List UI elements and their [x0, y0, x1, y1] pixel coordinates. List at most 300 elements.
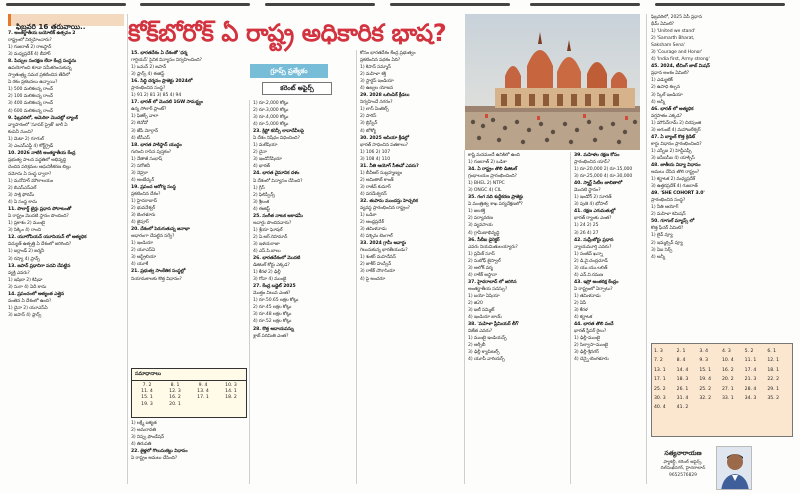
column-line: 40. స్మార్ట్ సిటీల జాబితాలో [574, 181, 623, 187]
column-line: 3) అగుంబే 4) మహాబలేశ్వర్ [651, 127, 701, 133]
column-line: 2) సుబోధ్ జైస్వాల్ [468, 258, 501, 264]
column-line: ఏ రాష్ట్రం అమలు చేసింది? [131, 456, 178, 462]
answer-cell [699, 403, 722, 412]
column-line: చెందిన పరిశ్రమల ఆధునికీకరణ బిల్లు [8, 164, 71, 170]
column-line: 3) ఫ్రాన్స్ 4) ఈజిప్ట్ [131, 72, 165, 78]
answer-cell [745, 403, 768, 412]
answer-cell: 1. 3 [654, 349, 663, 354]
column-line: 1) గుజరాత్ 2) రాజస్థాన్ [8, 45, 52, 51]
column-line: 2) ఏ.ఆర్.రెహమాన్ [253, 234, 288, 240]
answer-cell: 3. 4 [699, 349, 709, 354]
column-line: ఏ మంత్రిత్వ శాఖ పర్యవేక్షణలో? [468, 202, 523, 208]
column-line: 3) సుగా 4) ఏదీ కాదు [8, 284, 47, 290]
column-divider [127, 14, 128, 484]
column-line: 1) గుజరాత్ 2) ఒడిశా [468, 160, 507, 166]
column-line: 4) అన్నీ [651, 254, 666, 260]
column-3 [253, 100, 353, 488]
column-line: 3) ఇళయరాజా [253, 241, 280, 247]
column-line: 50. గూగుల్ మ్యాప్స్ లో [651, 219, 695, 225]
column-line: 4) చెన్నై-బెంగళూరు [574, 357, 609, 363]
column-divider [356, 50, 357, 484]
column-line: 3) ఆస్ట్రేలియా [131, 255, 156, 261]
answer-cell: 16. 2 [721, 367, 734, 373]
column-line: ఏ దేశంలో విన్యాసం చేసింది? [253, 178, 303, 184]
column-line: 2) ఆంధ్రప్రదేశ్ [360, 220, 384, 226]
answer-cell: 7. 2 [654, 358, 663, 364]
column-line: 3) అలోక్ వర్మ [468, 265, 493, 271]
column-line: 45. 2024, టీచింగ్ జాబ్ మిషన్ [651, 64, 710, 70]
column-line: 4) గ్రామీణాభివృద్ధి [468, 230, 500, 236]
column-line: ఏ రాష్ట్రం మొదటి స్థానం పొందింది? [8, 214, 69, 220]
column-line: 3) కేరళ [574, 308, 588, 314]
column-line: 1) మలేషియా [253, 143, 278, 149]
column-line: 3) ఢిల్లీ క్యాపిటల్స్ [468, 350, 500, 356]
column-line: 22. జైళ్లలో గొలుసుకట్టు విధానం [131, 449, 188, 455]
column-line: 3) ఐటీ సమ్మిట్ [468, 308, 495, 314]
column-line: భారత్ సాధించిన పతకాలు? [360, 142, 408, 148]
column-line: 48. జాతీయ విద్యా విధానం [651, 162, 701, 168]
column-line: 18. భారత పాకిస్థాన్ యుద్ధం [131, 142, 182, 148]
column-line: 4) ఎన్.వి.రమణ [574, 272, 604, 278]
column-line: ప్రారంభించిన యాప్? [574, 160, 610, 166]
answer-cell: 9. 3 [699, 358, 709, 364]
column-line: కోసం భారతదేశం కేంద్ర ప్రభుత్వం [360, 51, 416, 56]
column-line: 20. దేశంలో పెరుగుతున్న జనాభా [131, 227, 190, 233]
column-line: 4) ఏ సంస్థ కాదు [8, 200, 37, 206]
author-line: దిల్‌సుఖ్‌నగర్, హైదరాబాద్ [660, 466, 706, 472]
column-line: 3) ఇండోనేషియా [253, 157, 282, 163]
answer-cell: 13. 4 [197, 389, 209, 395]
column-line: 2) ఆర్సీబీ [468, 343, 486, 349]
column-line: 3) జేపీ మోర్గాన్ [131, 128, 159, 134]
answer-cell: 33. 1 [721, 396, 734, 402]
page-headline: కోక్‌బోరోక్ ఏ రాష్ట్ర అధికారిక భాష? [128, 19, 447, 47]
answer-cell: 10. 3 [225, 383, 237, 388]
answer-cell: 19. 3 [141, 401, 153, 407]
column-line: కార్డు విధానం ప్రారంభించింది? [651, 141, 702, 147]
column-line: 9. ఫిబ్రవరిలో, అమెరికా మొదట్లో బ్యాంక్ [8, 115, 78, 121]
column-line: 44. భారత తొలి వందే [574, 322, 614, 328]
answer-cell: 14. 1 [225, 389, 237, 395]
column-line: 31. నీతి ఆయోగ్ సీఈవో ఎవరు? [360, 163, 419, 169]
column-line: 1) జలశక్తి [468, 209, 486, 215]
answer-row [654, 375, 790, 384]
column-line: 4) ఎస్.పి.బాలు [253, 248, 281, 254]
column-line: స్వాతంత్ర్య సమర ప్రకటించిన తేదీలో [8, 73, 70, 79]
column-line: 2) రూ.45 లక్షల కోట్లు [253, 305, 292, 311]
answer-cell: 35. 2 [767, 396, 780, 402]
column-line: 3) సాక్షి ఫోరమ్ [8, 193, 35, 199]
column-line: 4) రాకేశ్ ఆస్థానా [468, 272, 497, 278]
column-line: 1) నీతి ఆయోగ్ [651, 205, 679, 211]
answer-cell: 2. 1 [676, 349, 686, 354]
column-line: 12. యూరోపియన్ యూనియన్ లో అత్యధిక [8, 235, 87, 241]
column-line: 3) వ్యవసాయ [468, 223, 493, 229]
column-line: నమోదు ఏ సంస్థ ద్వారా? [8, 171, 52, 177]
column-line: ప్రధాన అంశం ఏమిటి? [651, 71, 689, 77]
column-line: 3) యు.యు.లలిత్ [574, 265, 608, 271]
column-line: 3) తమిళనాడు [360, 227, 387, 233]
column-line: 3) బ్రిస్బేన్ [360, 121, 378, 127]
column-line: 1) బయో ఏషియా [468, 293, 500, 299]
column-line: అమలు చేసిన తొలి రాష్ట్రం? [651, 170, 700, 176]
column-line: 49. 'SHE COHORT 3.0' [651, 191, 705, 197]
date-tag [8, 14, 124, 31]
column-line: విజేత ఎవరు? [468, 329, 493, 335]
column-line: 1) నేతాజీ సుభాష్ [131, 156, 163, 162]
column-line: ఫిబ్రవరిలో, 2025 ఏపీ ప్రధాన [651, 15, 702, 20]
column-line: 4) రూ.52 లక్షల కోట్లు [253, 319, 292, 325]
column-4 [360, 50, 462, 488]
column-line: 4) కర్ణాటక [574, 315, 593, 321]
column-line: ప్రారంభించిన సంస్థ? [131, 86, 166, 92]
column-line: 4) రూ.5,000 కోట్లు [253, 122, 289, 128]
column-divider [646, 14, 647, 484]
column-line: 4) జైపూర్ [131, 220, 149, 226]
column-6 [574, 152, 644, 492]
column-line: 2) యూఎస్ఏ [131, 248, 156, 254]
column-divider [464, 150, 465, 484]
column-line: 4) అంబేద్కర్ [131, 177, 155, 183]
column-line: వంతెన ఏ దేశంలో ఉంది? [8, 298, 52, 304]
author-portrait [717, 447, 752, 490]
answer-cell: 8. 4 [676, 358, 686, 364]
column-line: 4) యూకే [131, 262, 149, 268]
answers-title: సమాధానాలు [132, 369, 246, 381]
column-line: 1) కిసాన్ సమ్మాన్ [360, 65, 391, 71]
top-rule [390, 3, 510, 6]
answer-cell: 15. 1 [141, 395, 153, 401]
top-strip [0, 0, 800, 12]
column-line: 1) 91 2) 81 3) 85 4) 94 [131, 93, 182, 99]
column-line: గార్డియన్' సైనిక విన్యాసం నిర్వహించింది? [131, 58, 202, 64]
answer-cell: 4. 3 [721, 349, 731, 354]
column-line: 1) ప్రవీణ్ సూద్ [468, 251, 495, 257]
column-line: 41. రక్షణ ఎగుమతుల్లో [574, 209, 616, 215]
answer-cell: 25. 2 [699, 386, 712, 392]
column-line: 1) 'United we stand' [651, 29, 696, 35]
column-line: 3) 108 4) 110 [360, 156, 391, 162]
answer-cell: 8. 1 [170, 383, 180, 388]
answer-cell: 20. 2 [721, 377, 734, 383]
column-line: 1) శ్రేయా ఘోషల్ [253, 227, 283, 233]
date-tag-text: ఫిబ్రవరి 16 తరువాయి.. [16, 22, 86, 31]
temple-image [465, 14, 640, 150]
column-line: 3) స్టార్టప్ ఇండియా [360, 79, 394, 85]
column-line: 3) నిప్పు ఫౌండేషన్ [131, 435, 165, 441]
column-line: 19. ప్రపంచ ఆరోగ్య సంస్థ [131, 184, 176, 190]
column-line: 8. పిచ్చుల సంరక్షణ లేదా కేంద్ర సంస్థను [8, 59, 77, 65]
answer-row [654, 385, 790, 394]
column-line: 2) ఉపాధి కల్పన [651, 85, 680, 91]
column-line: ప్రకటించిన పథకం ఏది? [360, 58, 401, 64]
column-line: 3) 400 మలికలన్న రాంచ్ [8, 101, 53, 107]
column-line: రాష్ట్రంలో నిర్వహించారు? [8, 38, 52, 44]
column-5 [468, 152, 568, 492]
column-line: 4) తిరుపతి [131, 442, 152, 448]
answer-cell: 18. 3 [676, 377, 689, 383]
column-line: 46. భారత్ లో అత్యధిక [651, 106, 694, 112]
column-line: 4) యూపీ వారియర్స్ [468, 357, 505, 363]
column-line: Saksham Sena' [651, 43, 685, 49]
column-line: 2) బిఎస్ఎన్ఎల్ [8, 186, 37, 192]
column-line: 3) జపాన్ 4) ఫ్రాన్స్ [8, 312, 42, 318]
answer-cell: 12. 1 [767, 358, 780, 364]
column-line: 3) రూ.48 లక్షల కోట్లు [253, 312, 292, 318]
column-line: 3) సిక్కిం 4) రాంచి [8, 228, 41, 234]
column-7 [651, 14, 793, 339]
column-line: 4) అన్నీ [651, 99, 666, 105]
column-line: 1) ఇండోర్ 2) సూరత్ [574, 195, 612, 201]
top-rule [655, 3, 785, 6]
answer-row [654, 356, 790, 365]
column-line: 15. భారతదేశం ఏ దేశంతో 'ధర్మ [131, 51, 188, 56]
answer-cell: 17. 4 [744, 367, 757, 373]
column-line: 3) శ్రీలంక [253, 199, 270, 205]
answer-cell: 5. 2 [744, 349, 754, 354]
column-line: 7. అంతర్జాతీయ బయోటిక్ ఉత్సవం 2 [8, 31, 76, 36]
column-line: 1) ఇషిబా 2) కిషిడా [8, 277, 43, 283]
temple-photo [465, 14, 640, 150]
answers-table-right [651, 343, 793, 437]
column-line: 1) 24 2) 25 [574, 223, 599, 229]
column-line: 1) ఒమన్ 2) జపాన్ [131, 65, 167, 71]
answer-row [654, 403, 790, 412]
column-line: 42. సుప్రీంకోర్టు ప్రధాన [574, 237, 614, 243]
column-line: 1) శంకర్ మహదేవన్ [360, 255, 396, 261]
column-line: 29. 2028 ఒలింపిక్ క్రీడలు [360, 93, 410, 99]
column-line: 43. ఇస్రో అంతరిక్ష కేంద్రం [574, 279, 619, 285]
answer-cell: 32. 2 [699, 396, 712, 402]
answer-cell: 17. 1 [197, 395, 209, 401]
column-line: 1) BHEL 2) NTPC [468, 181, 505, 187]
column-line: 4) 600 మలికలన్న రాంచ్ [8, 108, 53, 114]
column-line: థీమ్ ఏమిటి? [651, 22, 674, 28]
column-line: 1) రూ.20,000 2) రూ.15,000 [574, 167, 633, 173]
column-line: 2) 100 మలికలన్న రాంచ్ [8, 94, 53, 100]
column-line: 2) సిల్వాసా-ముంబై [574, 343, 609, 349]
column-line: 3) 'Courage and Honor' [651, 50, 703, 56]
column-line: 1) ఎస్బీఐ 2) హెచ్డీఎఫ్సీ [651, 148, 692, 154]
column-line: 1) ఢిల్లీ-ముంబై [574, 336, 601, 342]
column-line: 2) 'Samarth Bharat, [651, 36, 695, 42]
column-line: 3) రష్యా 4) ఫ్రాన్స్ [8, 256, 40, 262]
column-line: 2) ఇమ్మర్సివ్ వ్యూ [651, 240, 683, 246]
column-line: 2) అమరావతి [131, 428, 156, 434]
column-line: 37. హైదరాబాద్ లో జరిగిన [468, 279, 517, 285]
top-rule [6, 3, 126, 6]
column-line: 1) లాస్ ఏంజెల్స్ [360, 107, 389, 113]
author-photo [716, 446, 752, 490]
answer-cell [722, 403, 745, 412]
answer-cell: 41. 2 [676, 405, 689, 411]
column-line: 2) అమితాబ్ కాంత్ [360, 177, 394, 183]
answer-cell: 11. 4 [141, 389, 153, 395]
column-line: 4) టోక్యో [360, 128, 376, 134]
column-line: 1) చైనా 2) యూఎస్ఏ [8, 305, 48, 311]
column-line: వ్యవస్థ ప్రారంభించిన రాష్ట్రం? [360, 206, 410, 212]
column-line: 2) లెనోవో [131, 121, 148, 127]
column-line: 4) టీసీఎస్ [131, 135, 150, 141]
column-line: 1) ఇండియా [131, 241, 153, 247]
column-line: ఉపయోగించి కూడా సమీకరించుకున్న [8, 66, 72, 72]
column-line: 4) 'India first, Army strong' [651, 57, 710, 63]
column-line: 2) పారిస్ [360, 114, 377, 120]
column-line: 1) మౌసిన్‌రామ్ 2) చిరపుంజి [651, 120, 702, 126]
column-line: 3) రూ.25,000 4) రూ.30,000 [574, 174, 633, 180]
answer-cell: 30. 3 [654, 396, 666, 402]
column-line: 4) పశ్చిమ బెంగాల్ [360, 234, 393, 240]
column-line: 13. జపాన్ ప్రధానిగా పదవి చేపట్టిన [8, 263, 71, 269]
column-line: గెలుచుకున్న భారతీయుడు? [360, 248, 408, 254]
column-line: 3) బెంగళూరు [131, 213, 156, 219]
column-line: 1) బీవీఆర్ సుబ్రహ్మణ్యం [360, 170, 402, 176]
answer-row [654, 394, 790, 403]
column-line: 17. భారత్ లో మొదటి 1GW సామర్థ్యం [131, 100, 203, 106]
column-line: 34. ఏ రాష్ట్రం తొలి డిజిటల్ [468, 167, 518, 173]
column-line: 2) చైనా [253, 150, 267, 156]
answer-cell: 10. 4 [721, 358, 734, 364]
column-divider [249, 100, 250, 484]
answer-cell: 28. 4 [744, 386, 757, 392]
column-line: 1) మనోహర్ మౌలాలయం [8, 178, 54, 184]
column-line: 1) లక్ష్మీ ఐక్యత [131, 421, 157, 426]
column-line: ఏ రాష్ట్రంలో ఏర్పాటు? [574, 286, 613, 292]
column-line: ఉన్న సోలార్ ప్లాంట్? [131, 107, 167, 113]
column-line: 21. ప్రభుత్వ సాంకేతిక సంస్థల్లో [131, 269, 186, 275]
answer-cell: 21. 3 [744, 377, 757, 383]
column-line: 28. కొత్త ఆదాయపన్ను [253, 326, 294, 332]
column-line: 2) ఏపీ [574, 300, 587, 306]
column-line: 1) తమిళనాడు [574, 293, 601, 299]
author-details [651, 460, 715, 479]
answers-grid-right [654, 347, 790, 413]
column-line: 1) 500 మలికలన్న రాంచ్ [8, 87, 53, 93]
column-line: 4) పరమేశ్వరన్ [360, 191, 387, 197]
column-line: 2) జాకీర్ హుస్సేన్ [360, 262, 392, 268]
column-line: 2) పర్యావరణ [468, 216, 493, 222]
top-rule [265, 3, 375, 6]
answer-cell: 27. 1 [721, 386, 734, 392]
column-line: 3) స్కిల్ ఇండియా [651, 92, 683, 98]
column-line: 1) హైదరాబాద్ [131, 198, 157, 204]
column-line: 1) ఫిజిక్స్ వాలా [131, 114, 159, 120]
answer-cell: 7. 2 [142, 383, 152, 388]
column-line: 4) ఇండియా జాయ్ [468, 315, 502, 321]
column-line: 3) ONGC 4) CIL [468, 188, 502, 194]
column-line: 2) రూ.3,000 కోట్లు [253, 108, 289, 114]
column-line: 11. పొలార్డ్ టైర్లు ప్రధాన పోరాటంతో [8, 207, 72, 213]
column-line: కొత్త ఫీచర్ ఏమిటి? [651, 226, 684, 232]
column-line: కంపెనీ నుంచి? [8, 129, 34, 135]
column-line: 2) భువనేశ్వర్ [131, 206, 156, 212]
section-badge: గ్రూప్స్ ప్రత్యేకం [250, 64, 328, 78]
column-line: 33. 2024 గ్రామీ అవార్డు [360, 241, 406, 247]
column-line: 3) ఉత్తరప్రదేశ్ 4) గుజరాత్ [651, 184, 698, 190]
column-line: 36. సీబీఐ డైరెక్టర్ [468, 237, 500, 243]
column-line: విద్యుత్ ఉత్పత్తి ఏ దేశంలో జరిగింది? [8, 242, 72, 248]
answer-cell: 26. 1 [676, 386, 689, 392]
column-line: అంతర్జాతీయ సదస్సు? [468, 286, 508, 292]
column-line: 24. భారత వైమానిక దళం [253, 171, 300, 177]
answer-cell: 12. 3 [169, 389, 181, 395]
column-line: 2) డి.వై.చంద్రచూడ్ [574, 258, 608, 264]
top-rule [140, 3, 250, 6]
answer-cell: 16. 2 [169, 395, 181, 401]
column-line: 3) నెహ్రూ [131, 170, 148, 176]
column-line: శ్లాబ్ పరిమితి ఎంత? [253, 333, 289, 339]
column-line: 2) సరోజినీ [131, 163, 150, 169]
column-line: ఏ రకం ప్రకటనలు ఉన్నాయి? [8, 80, 58, 86]
column-line: 1) ముంబై ఇండియన్స్ [468, 336, 507, 342]
column-line: 16. సిద్ధి దర్శనం ప్రాజెక్టు 2024లో [131, 79, 193, 85]
column-line: 1) మెటా 2) గూగుల్ [8, 136, 44, 142]
column-line: డిజిటల్ కోర్టు ఎక్కడ? [253, 263, 290, 269]
column-line: వర్షపాతం ఎక్కడ? [651, 113, 682, 119]
column-line: 30. 2025 ఆసియా క్రీడల్లో [360, 135, 409, 141]
column-line: ఎవరు నియమితులయ్యారు? [468, 244, 518, 250]
column-line: 2) జి20 [468, 300, 483, 306]
column-line: 1) గ్రీస్ [253, 185, 265, 191]
column-line: భారత్ ర్యాంకు ఎంత? [574, 216, 612, 222]
answer-cell: 17. 1 [654, 377, 666, 383]
answer-cell: 13. 1 [654, 367, 666, 373]
column-line: 1) 106 2) 107 [360, 149, 391, 155]
column-line: 3) రూ.4,000 కోట్లు [253, 115, 289, 121]
column-line: 1) కర్ణాటక 2) మధ్యప్రదేశ్ [651, 177, 696, 183]
column-line: 4) భారత్ [253, 164, 270, 170]
column-line: 3) గోవా 4) ముంబై [253, 277, 287, 283]
author-name: సత్యనారాయణ [664, 450, 702, 457]
author-line: ఫ్యాకల్టీ, కరెంట్ అఫైర్స్, [663, 460, 703, 465]
column-1 [8, 30, 124, 490]
column-line: ప్రారంభించిన సంస్థ? [651, 198, 686, 204]
column-line: ప్రభుత్వ పాలన పద్ధతిలో అభివృద్ధి [8, 157, 67, 163]
answer-cell: 34. 3 [744, 396, 757, 402]
answer-cell: 29. 1 [767, 386, 780, 392]
answer-cell: 19. 4 [699, 377, 712, 383]
column-line: 2) మహిళా కమిషన్ [651, 212, 686, 218]
column-line: గ్రంథాలయం ప్రారంభించింది? [468, 174, 517, 180]
column-line: 3) 26 4) 27 [574, 230, 599, 236]
top-rule [530, 3, 640, 6]
column-line: 3) ఏఐ సెర్చ్ [651, 247, 673, 253]
answer-cell: 15. 1 [699, 367, 712, 373]
column-line: నియామకాలకు కొత్త విధానం? [131, 276, 182, 282]
column-line: 10. 2026 నాటికి అంతర్జాతీయ కేంద్ర [8, 150, 76, 156]
answer-cell [217, 402, 245, 408]
column-line: 39. మహిళల రక్షణ కోసం [574, 153, 620, 158]
section-title: కరెంట్ అఫైర్స్ [262, 82, 332, 95]
answer-cell: 18. 1 [767, 367, 780, 373]
column-line: గురించి రాసిన పుస్తకం? [131, 149, 172, 155]
column-line: 3) మధ్యప్రదేశ్ 4) బీహార్ [8, 52, 51, 58]
column-line: 1) రూ.2,000 కోట్లు [253, 101, 289, 106]
answer-cell: 11. 1 [744, 358, 757, 364]
answer-cell: 6. 1 [767, 349, 777, 354]
answer-cell: 25. 2 [654, 386, 666, 392]
column-line: 1) కేరళ 2) ఢిల్లీ [253, 270, 281, 276]
column-line: 2) మహిళా శక్తి [360, 72, 386, 78]
answer-cell: 31. 4 [676, 396, 689, 402]
column-line: 3) రాకేశ్ చౌరాసియా [360, 269, 396, 275]
column-line: 3) ఎంఎస్‌ఎఫ్టీ 4) కోర్ట్‌గ్రైడ్ [8, 143, 54, 149]
answer-cell: 14. 4 [676, 367, 689, 373]
column-line: 3) రాజీవ్ కుమార్ [360, 184, 391, 190]
column-line: అవార్డు పొందినవారు? [253, 220, 292, 226]
column-line: 2) ఫిలిప్పీన్స్ [253, 192, 275, 198]
column-line: 1) ఒడిశా [360, 213, 377, 219]
